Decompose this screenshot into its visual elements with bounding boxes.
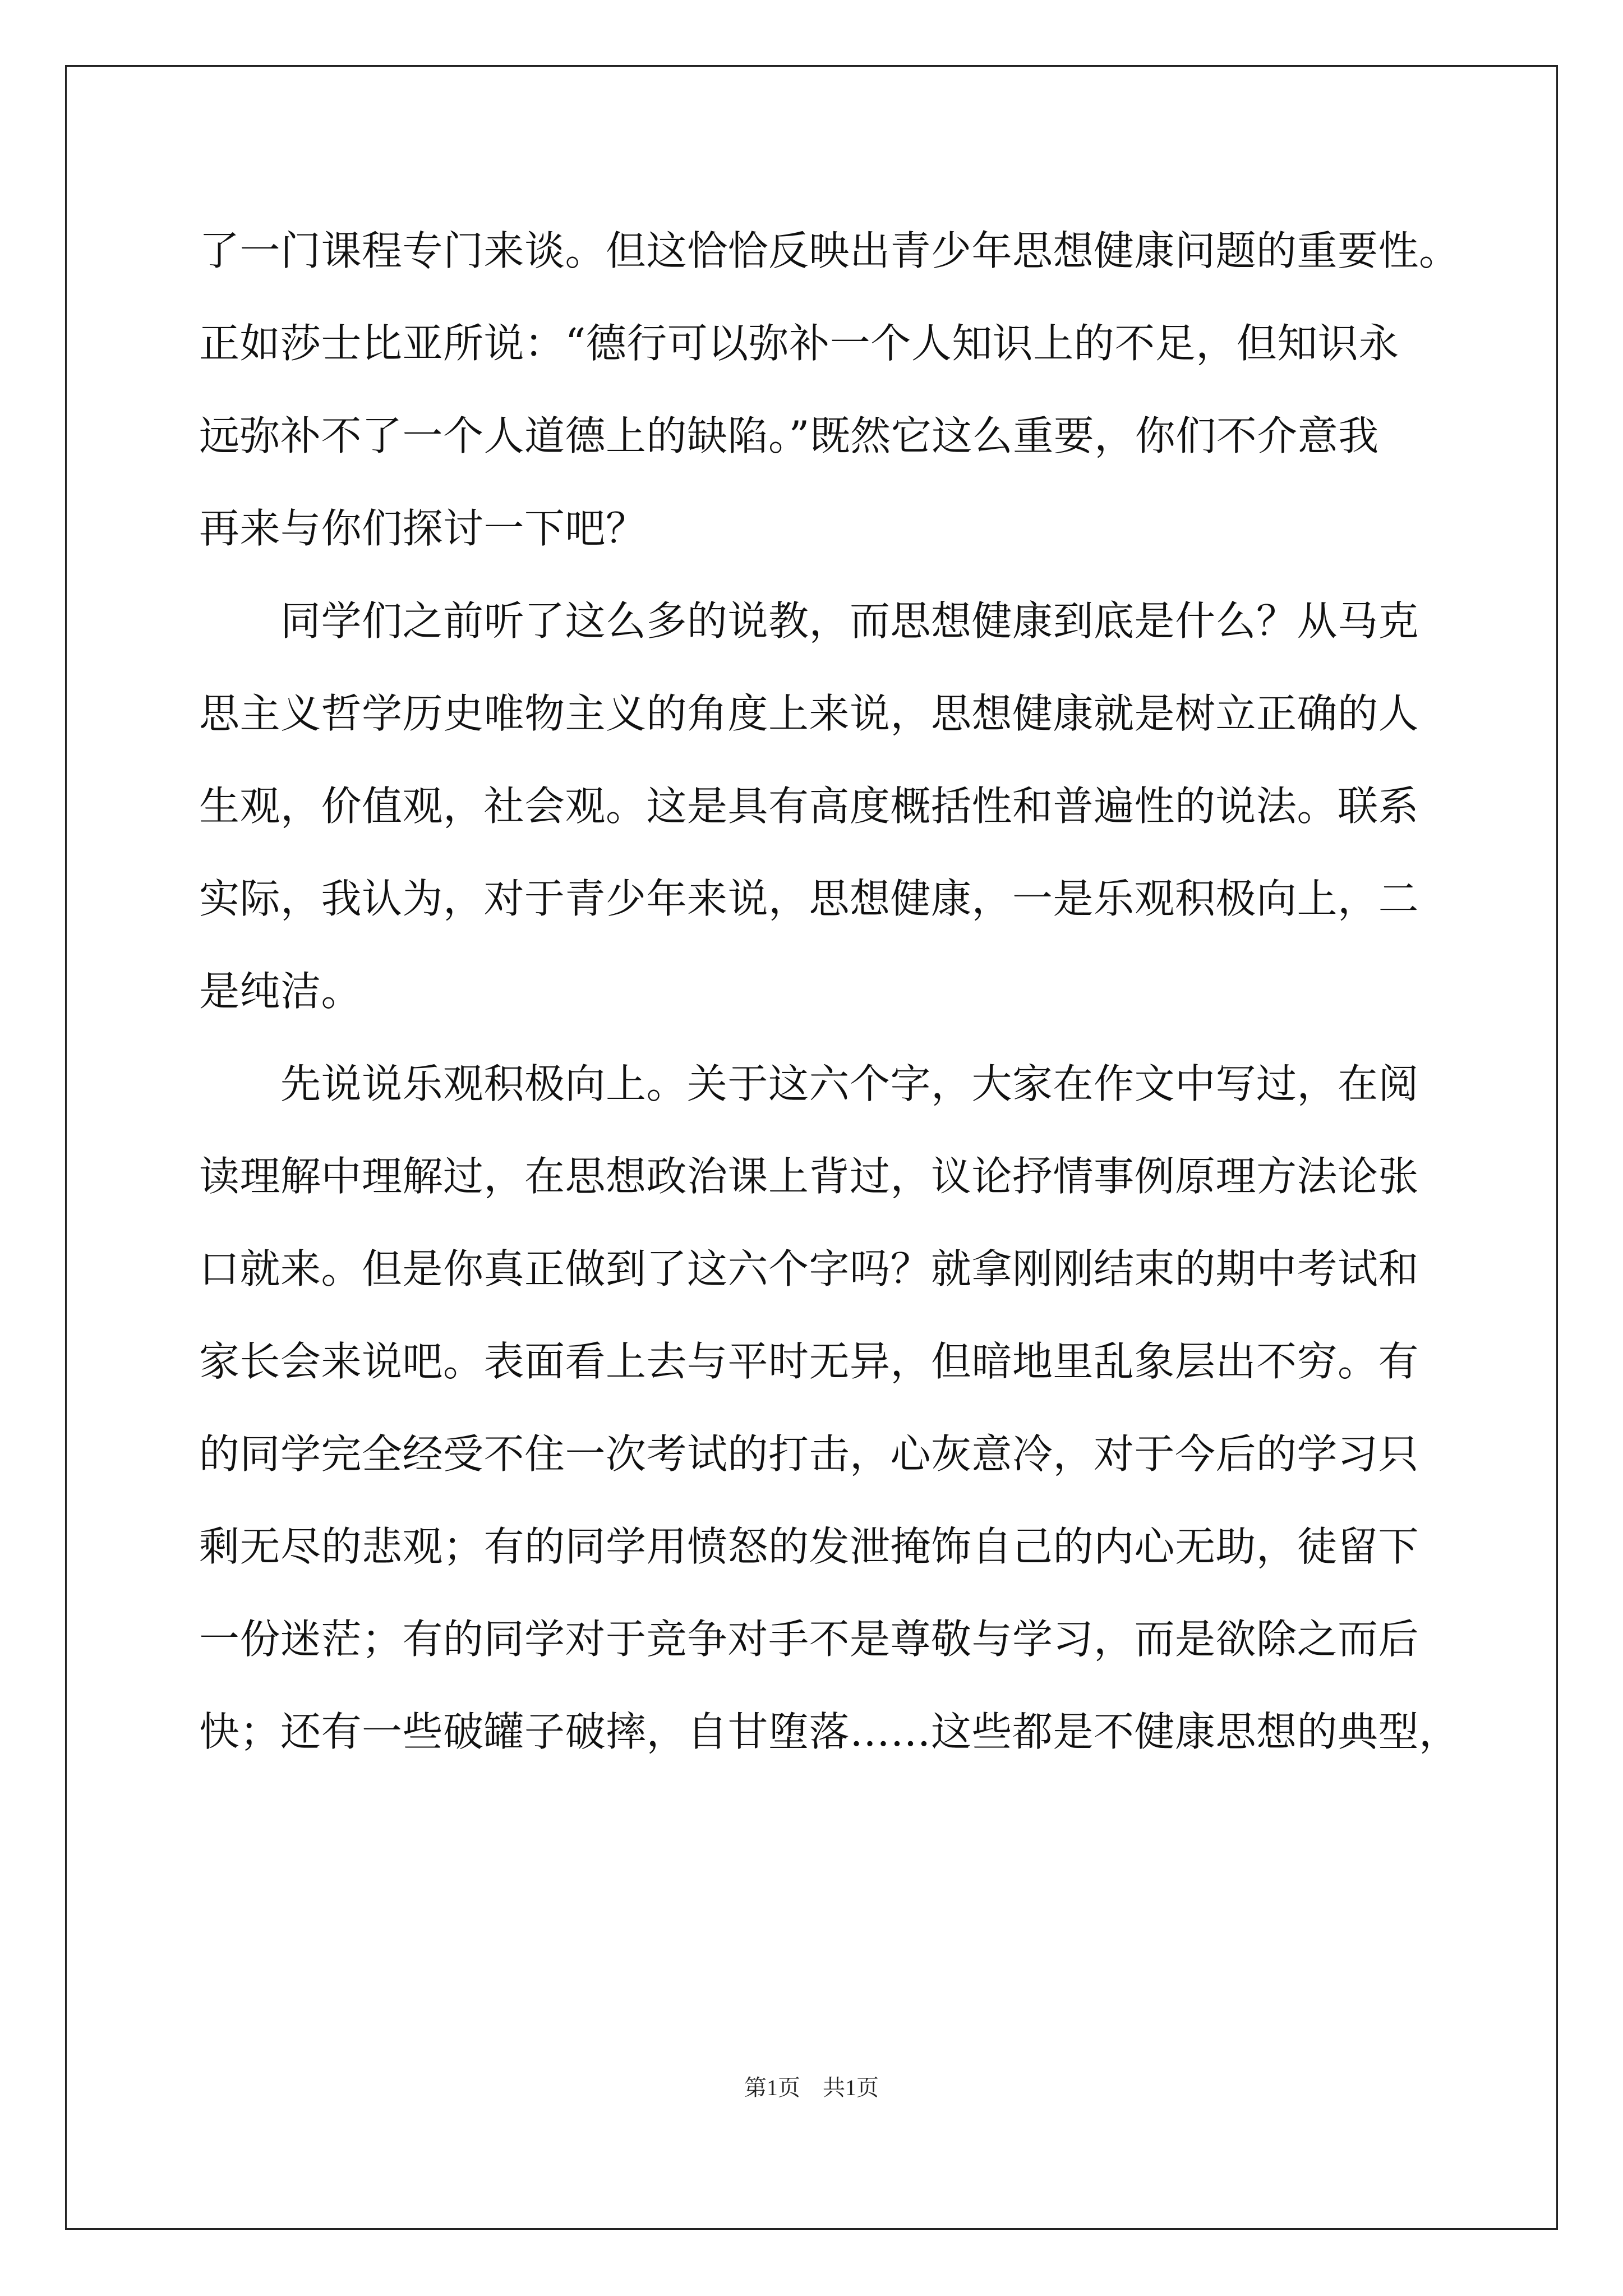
text-line: 一份迷茫；有的同学对于竞争对手不是尊敬与学习，而是欲除之而后 bbox=[199, 1616, 1419, 1663]
page-footer: 第1页 共1页 bbox=[744, 2075, 879, 2100]
text-line: 剩无尽的悲观；有的同学用愤怒的发泄掩饰自己的内心无助，徒留下 bbox=[199, 1523, 1419, 1570]
text-line: 同学们之前听了这么多的说教，而思想健康到底是什么？从马克 bbox=[199, 597, 1419, 645]
text-line: 是纯洁。 bbox=[199, 968, 362, 1015]
text-line: 远弥补不了一个人道德上的缺陷。”既然它这么重要，你们不介意我 bbox=[199, 412, 1379, 459]
text-line: 思主义哲学历史唯物主义的角度上来说，思想健康就是树立正确的人 bbox=[199, 690, 1419, 737]
text-line: 口就来。但是你真正做到了这六个字吗？就拿刚刚结束的期中考试和 bbox=[199, 1245, 1419, 1292]
document-body bbox=[199, 205, 1460, 1778]
text-line: 读理解中理解过，在思想政治课上背过，议论抒情事例原理方法论张 bbox=[199, 1153, 1419, 1200]
text-line: 生观，价值观，社会观。这是具有高度概括性和普遍性的说法。联系 bbox=[199, 783, 1419, 830]
text-line: 再来与你们探讨一下吧？ bbox=[199, 505, 647, 552]
text-line: 先说说乐观积极向上。关于这六个字，大家在作文中写过，在阅 bbox=[199, 1060, 1419, 1107]
text-line: 快；还有一些破罐子破摔，自甘堕落……这些都是不健康思想的典型， bbox=[199, 1708, 1460, 1755]
text-line: 家长会来说吧。表面看上去与平时无异，但暗地里乱象层出不穷。有 bbox=[199, 1338, 1419, 1385]
text-line: 了一门课程专门来谈。但这恰恰反映出青少年思想健康问题的重要性。 bbox=[199, 227, 1460, 274]
text-line: 实际，我认为，对于青少年来说，思想健康，一是乐观积极向上，二 bbox=[199, 875, 1419, 922]
text-line: 的同学完全经受不住一次考试的打击，心灰意冷，对于今后的学习只 bbox=[199, 1430, 1419, 1478]
text-line: 正如莎士比亚所说：“德行可以弥补一个人知识上的不足，但知识永 bbox=[199, 320, 1399, 367]
